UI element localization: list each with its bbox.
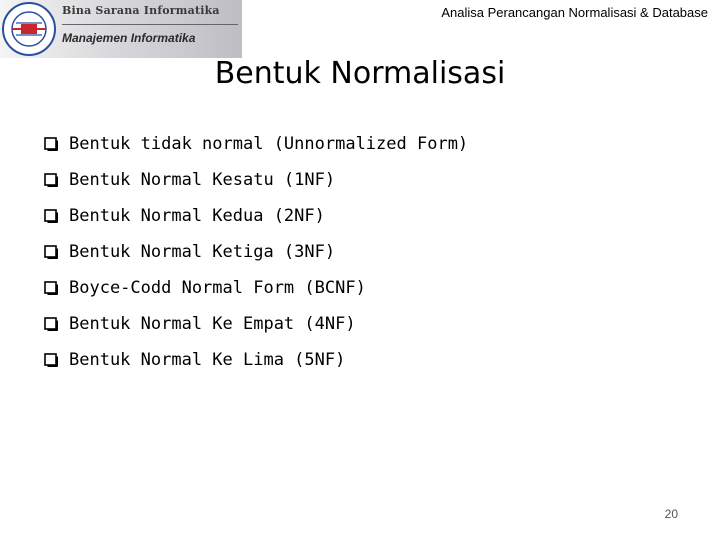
hollow-square-bullet-icon [44,317,58,331]
hollow-square-bullet-icon [44,209,58,223]
hollow-square-bullet-icon [44,245,58,259]
hollow-square-bullet-icon [44,173,58,187]
header-banner [0,0,242,58]
hollow-square-bullet-icon [44,281,58,295]
course-caption: Analisa Perancangan Normalisasi & Database [441,5,708,20]
list-item [44,306,468,342]
list-item [44,126,468,162]
list-item-label: Bentuk Normal Kesatu (1NF) [69,170,336,190]
list-item-label: Bentuk Normal Ketiga (3NF) [69,242,336,262]
list-item [44,234,468,270]
slide-title: Bentuk Normalisasi [214,56,506,91]
list-item [44,198,468,234]
list-item-label: Bentuk Normal Kedua (2NF) [69,206,325,226]
list-item [44,270,468,306]
list-item-label: Bentuk Normal Ke Empat (4NF) [69,314,356,334]
hollow-square-bullet-icon [44,137,58,151]
hollow-square-bullet-icon [44,353,58,367]
banner-divider [62,24,238,25]
list-item-label: Boyce-Codd Normal Form (BCNF) [69,278,366,298]
bsi-seal-icon [2,2,56,56]
list-item [44,342,468,378]
list-item-label: Bentuk tidak normal (Unnormalized Form) [69,134,469,154]
banner-institution-name: Bina Sarana Informatika [62,4,220,17]
normal-form-list [44,126,468,378]
list-item [44,162,468,198]
banner-program-name: Manajemen Informatika [62,31,196,45]
list-item-label: Bentuk Normal Ke Lima (5NF) [69,350,346,370]
page-number: 20 [664,507,678,521]
